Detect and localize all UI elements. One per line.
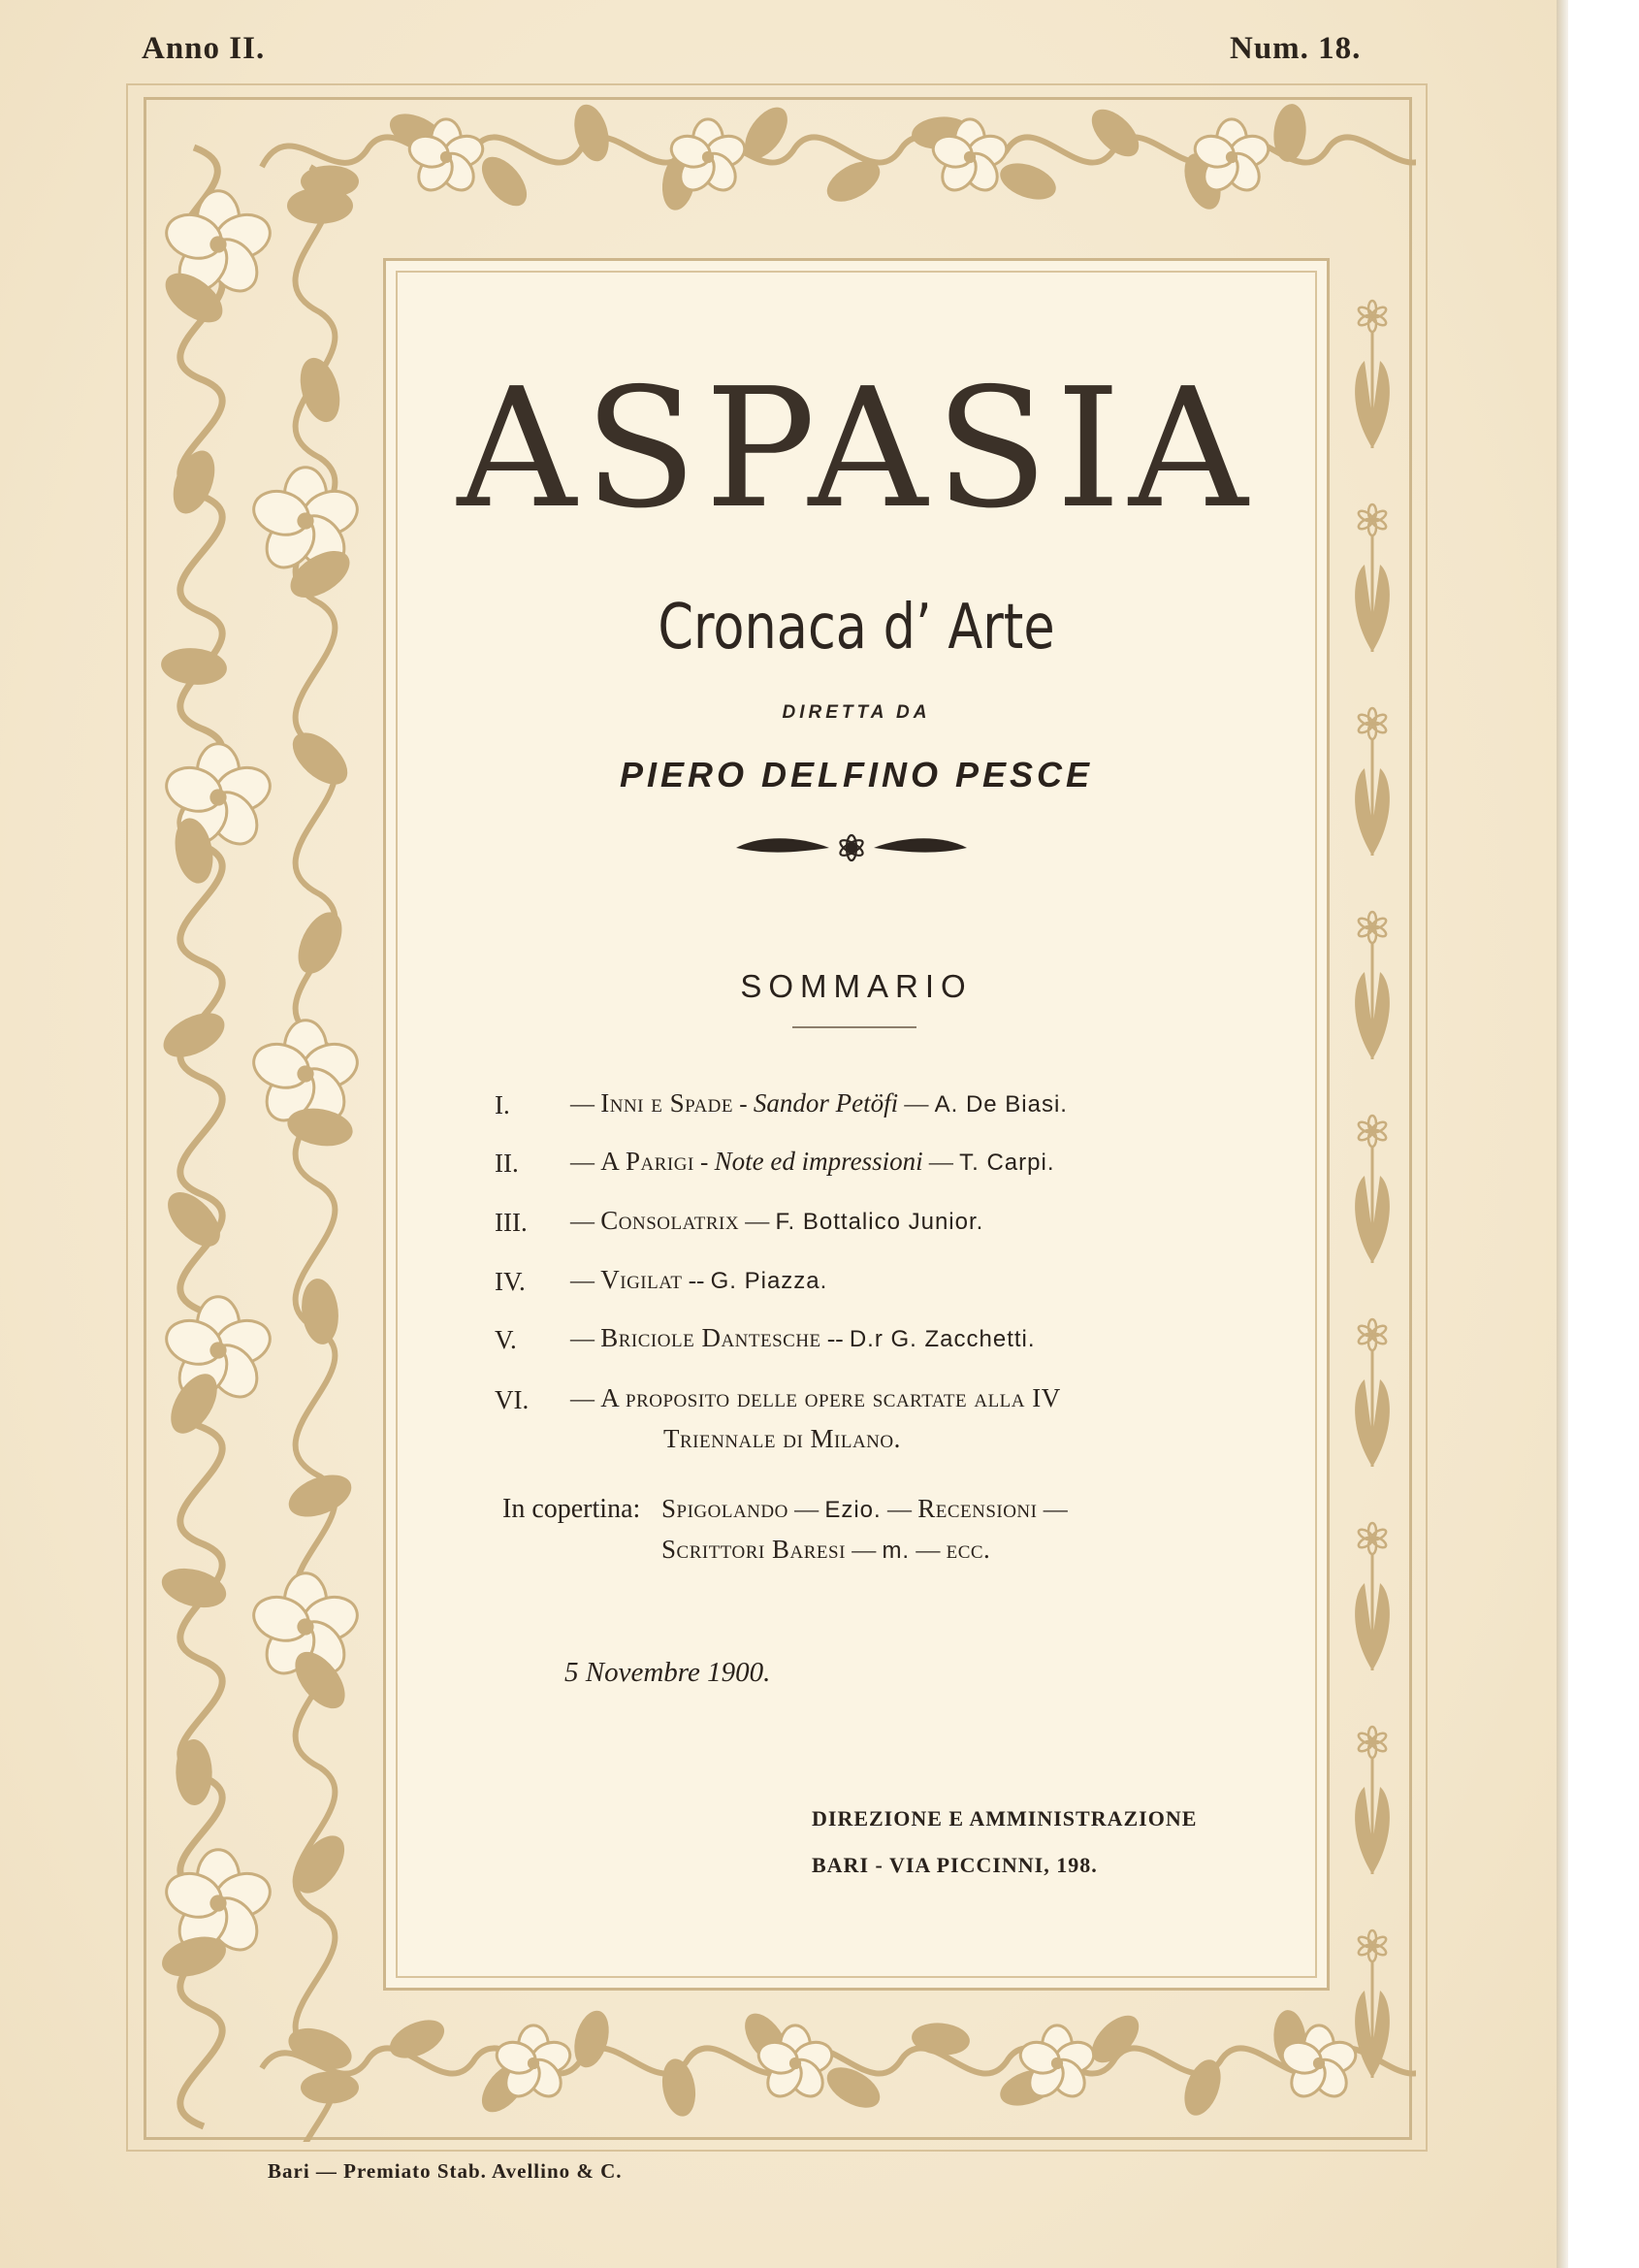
cover-contents-label: In copertina:	[502, 1494, 641, 1524]
toc-item-continued	[663, 1424, 901, 1454]
issue-number: Num. 18.	[1230, 31, 1362, 66]
toc-title: Briciole Dantesche	[600, 1323, 821, 1352]
printer-imprint: Bari — Premiato Stab. Avellino & C.	[268, 2159, 623, 2183]
summary-divider	[792, 1026, 916, 1028]
cover-contents-line1: Spigolando — Ezio. — Recensioni —	[661, 1494, 1068, 1523]
page-edge	[1557, 0, 1568, 2268]
toc-item: — Vigilat -- G. Piazza.	[570, 1265, 828, 1294]
toc-title: A Parigi	[600, 1147, 694, 1176]
toc-author: T. Carpi.	[959, 1150, 1055, 1176]
toc-subtitle: Sandor Petöfi	[753, 1088, 899, 1118]
cover-contents-line2: Scrittori Baresi — m. — ecc.	[661, 1535, 991, 1564]
toc-number: VI.	[495, 1385, 530, 1414]
toc-number: III.	[495, 1208, 528, 1237]
issue-date: 5 Novembre 1900.	[564, 1657, 771, 1688]
directed-by-label: DIRETTA DA	[782, 702, 931, 723]
toc-number: II.	[495, 1149, 519, 1178]
toc-item: — Inni e Spade - Sandor Petöfi — A. De Biasi.	[570, 1088, 1068, 1118]
toc-author: D.r G. Zacchetti.	[849, 1326, 1036, 1352]
toc-title: Consolatrix	[600, 1206, 740, 1235]
toc-item: — Briciole Dantesche -- D.r G. Zacchetti.	[570, 1323, 1036, 1352]
flourish-ornament-icon	[732, 826, 971, 869]
toc-title: A proposito delle opere scartate alla IV	[600, 1383, 1061, 1412]
year-label: Anno II.	[142, 31, 266, 66]
toc-item: — A proposito delle opere scartate alla IV	[570, 1383, 1061, 1412]
magazine-title: ASPASIA	[457, 353, 1256, 545]
administration-address: BARI - VIA PICCINNI, 198.	[812, 1853, 1098, 1877]
magazine-subtitle: Cronaca d’ Arte	[658, 592, 1055, 664]
toc-title: Vigilat	[600, 1265, 683, 1294]
administration-heading: DIREZIONE E AMMINISTRAZIONE	[812, 1806, 1198, 1831]
toc-title: Triennale di Milano.	[663, 1424, 901, 1453]
toc-item: — A Parigi - Note ed impressioni — T. Carpi.	[570, 1147, 1055, 1176]
toc-item: — Consolatrix — F. Bottalico Junior.	[570, 1206, 984, 1235]
toc-author: F. Bottalico Junior.	[775, 1209, 984, 1235]
toc-number: V.	[495, 1325, 517, 1354]
toc-subtitle: Note ed impressioni	[714, 1147, 923, 1176]
toc-number: I.	[495, 1090, 510, 1119]
toc-author: A. De Biasi.	[934, 1091, 1068, 1118]
summary-heading: SOMMARIO	[740, 968, 973, 1004]
toc-number: IV.	[495, 1267, 526, 1296]
editor-name: PIERO DELFINO PESCE	[619, 755, 1094, 794]
toc-author: G. Piazza.	[710, 1268, 828, 1294]
toc-title: Inni e Spade	[600, 1088, 734, 1118]
